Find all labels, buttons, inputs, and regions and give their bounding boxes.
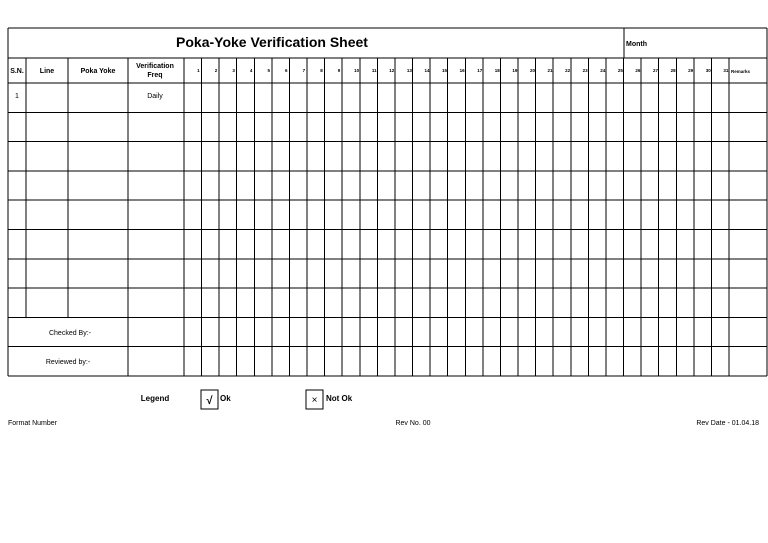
day-header-10: 10 bbox=[354, 68, 360, 73]
header-freq-line1: Verification bbox=[136, 63, 174, 70]
day-header-8: 8 bbox=[320, 68, 323, 73]
day-header-27: 27 bbox=[653, 68, 659, 73]
day-header-17: 17 bbox=[477, 68, 483, 73]
day-header-22: 22 bbox=[565, 68, 571, 73]
header-remarks: Remarks bbox=[731, 69, 751, 74]
rev-date: Rev Date - 01.04.18 bbox=[696, 420, 759, 427]
table-grid bbox=[8, 28, 767, 376]
day-header-13: 13 bbox=[406, 68, 412, 73]
day-header-20: 20 bbox=[529, 68, 535, 73]
day-headers bbox=[197, 68, 729, 73]
day-header-12: 12 bbox=[389, 68, 395, 73]
day-header-7: 7 bbox=[302, 68, 306, 73]
checkmark-icon: √ bbox=[206, 395, 213, 407]
day-header-30: 30 bbox=[705, 68, 711, 73]
header-line: Line bbox=[39, 68, 55, 75]
day-header-2: 2 bbox=[214, 68, 218, 73]
day-header-23: 23 bbox=[582, 68, 588, 73]
reviewed-by-label: Reviewed by:- bbox=[45, 359, 91, 366]
row-sn: 1 bbox=[15, 93, 19, 100]
day-header-19: 19 bbox=[512, 68, 518, 73]
legend-ok-text: Ok bbox=[220, 394, 231, 403]
legend-label: Legend bbox=[140, 394, 170, 403]
checked-by-label: Checked By:- bbox=[48, 330, 92, 337]
header-freq-line2: Freq bbox=[147, 72, 163, 79]
day-header-26: 26 bbox=[635, 68, 641, 73]
sheet-title: Poka-Yoke Verification Sheet bbox=[176, 34, 368, 50]
day-header-15: 15 bbox=[442, 68, 448, 73]
legend-not-ok-text: Not Ok bbox=[326, 394, 353, 403]
day-header-6: 6 bbox=[285, 68, 288, 73]
day-header-28: 28 bbox=[670, 68, 676, 73]
day-header-24: 24 bbox=[600, 68, 606, 73]
day-header-4: 4 bbox=[249, 68, 253, 73]
header-poka-yoke: Poka Yoke bbox=[80, 68, 116, 75]
day-header-16: 16 bbox=[459, 68, 465, 73]
day-header-9: 9 bbox=[337, 68, 341, 73]
cross-icon: × bbox=[311, 395, 318, 406]
day-header-3: 3 bbox=[232, 68, 235, 73]
day-header-5: 5 bbox=[267, 68, 270, 73]
row-freq: Daily bbox=[147, 93, 163, 100]
day-header-11: 11 bbox=[371, 68, 377, 73]
day-header-14: 14 bbox=[424, 68, 430, 73]
day-header-21: 21 bbox=[547, 68, 553, 73]
month-label: Month bbox=[626, 41, 647, 48]
header-sn: S.N. bbox=[10, 68, 24, 75]
day-header-25: 25 bbox=[617, 68, 623, 73]
day-header-31: 31 bbox=[723, 68, 729, 73]
day-header-29: 29 bbox=[688, 68, 694, 73]
row-values bbox=[15, 93, 163, 100]
day-header-18: 18 bbox=[494, 68, 500, 73]
day-header-1: 1 bbox=[197, 68, 200, 73]
format-number: Format Number bbox=[8, 420, 58, 427]
rev-no: Rev No. 00 bbox=[395, 420, 431, 427]
